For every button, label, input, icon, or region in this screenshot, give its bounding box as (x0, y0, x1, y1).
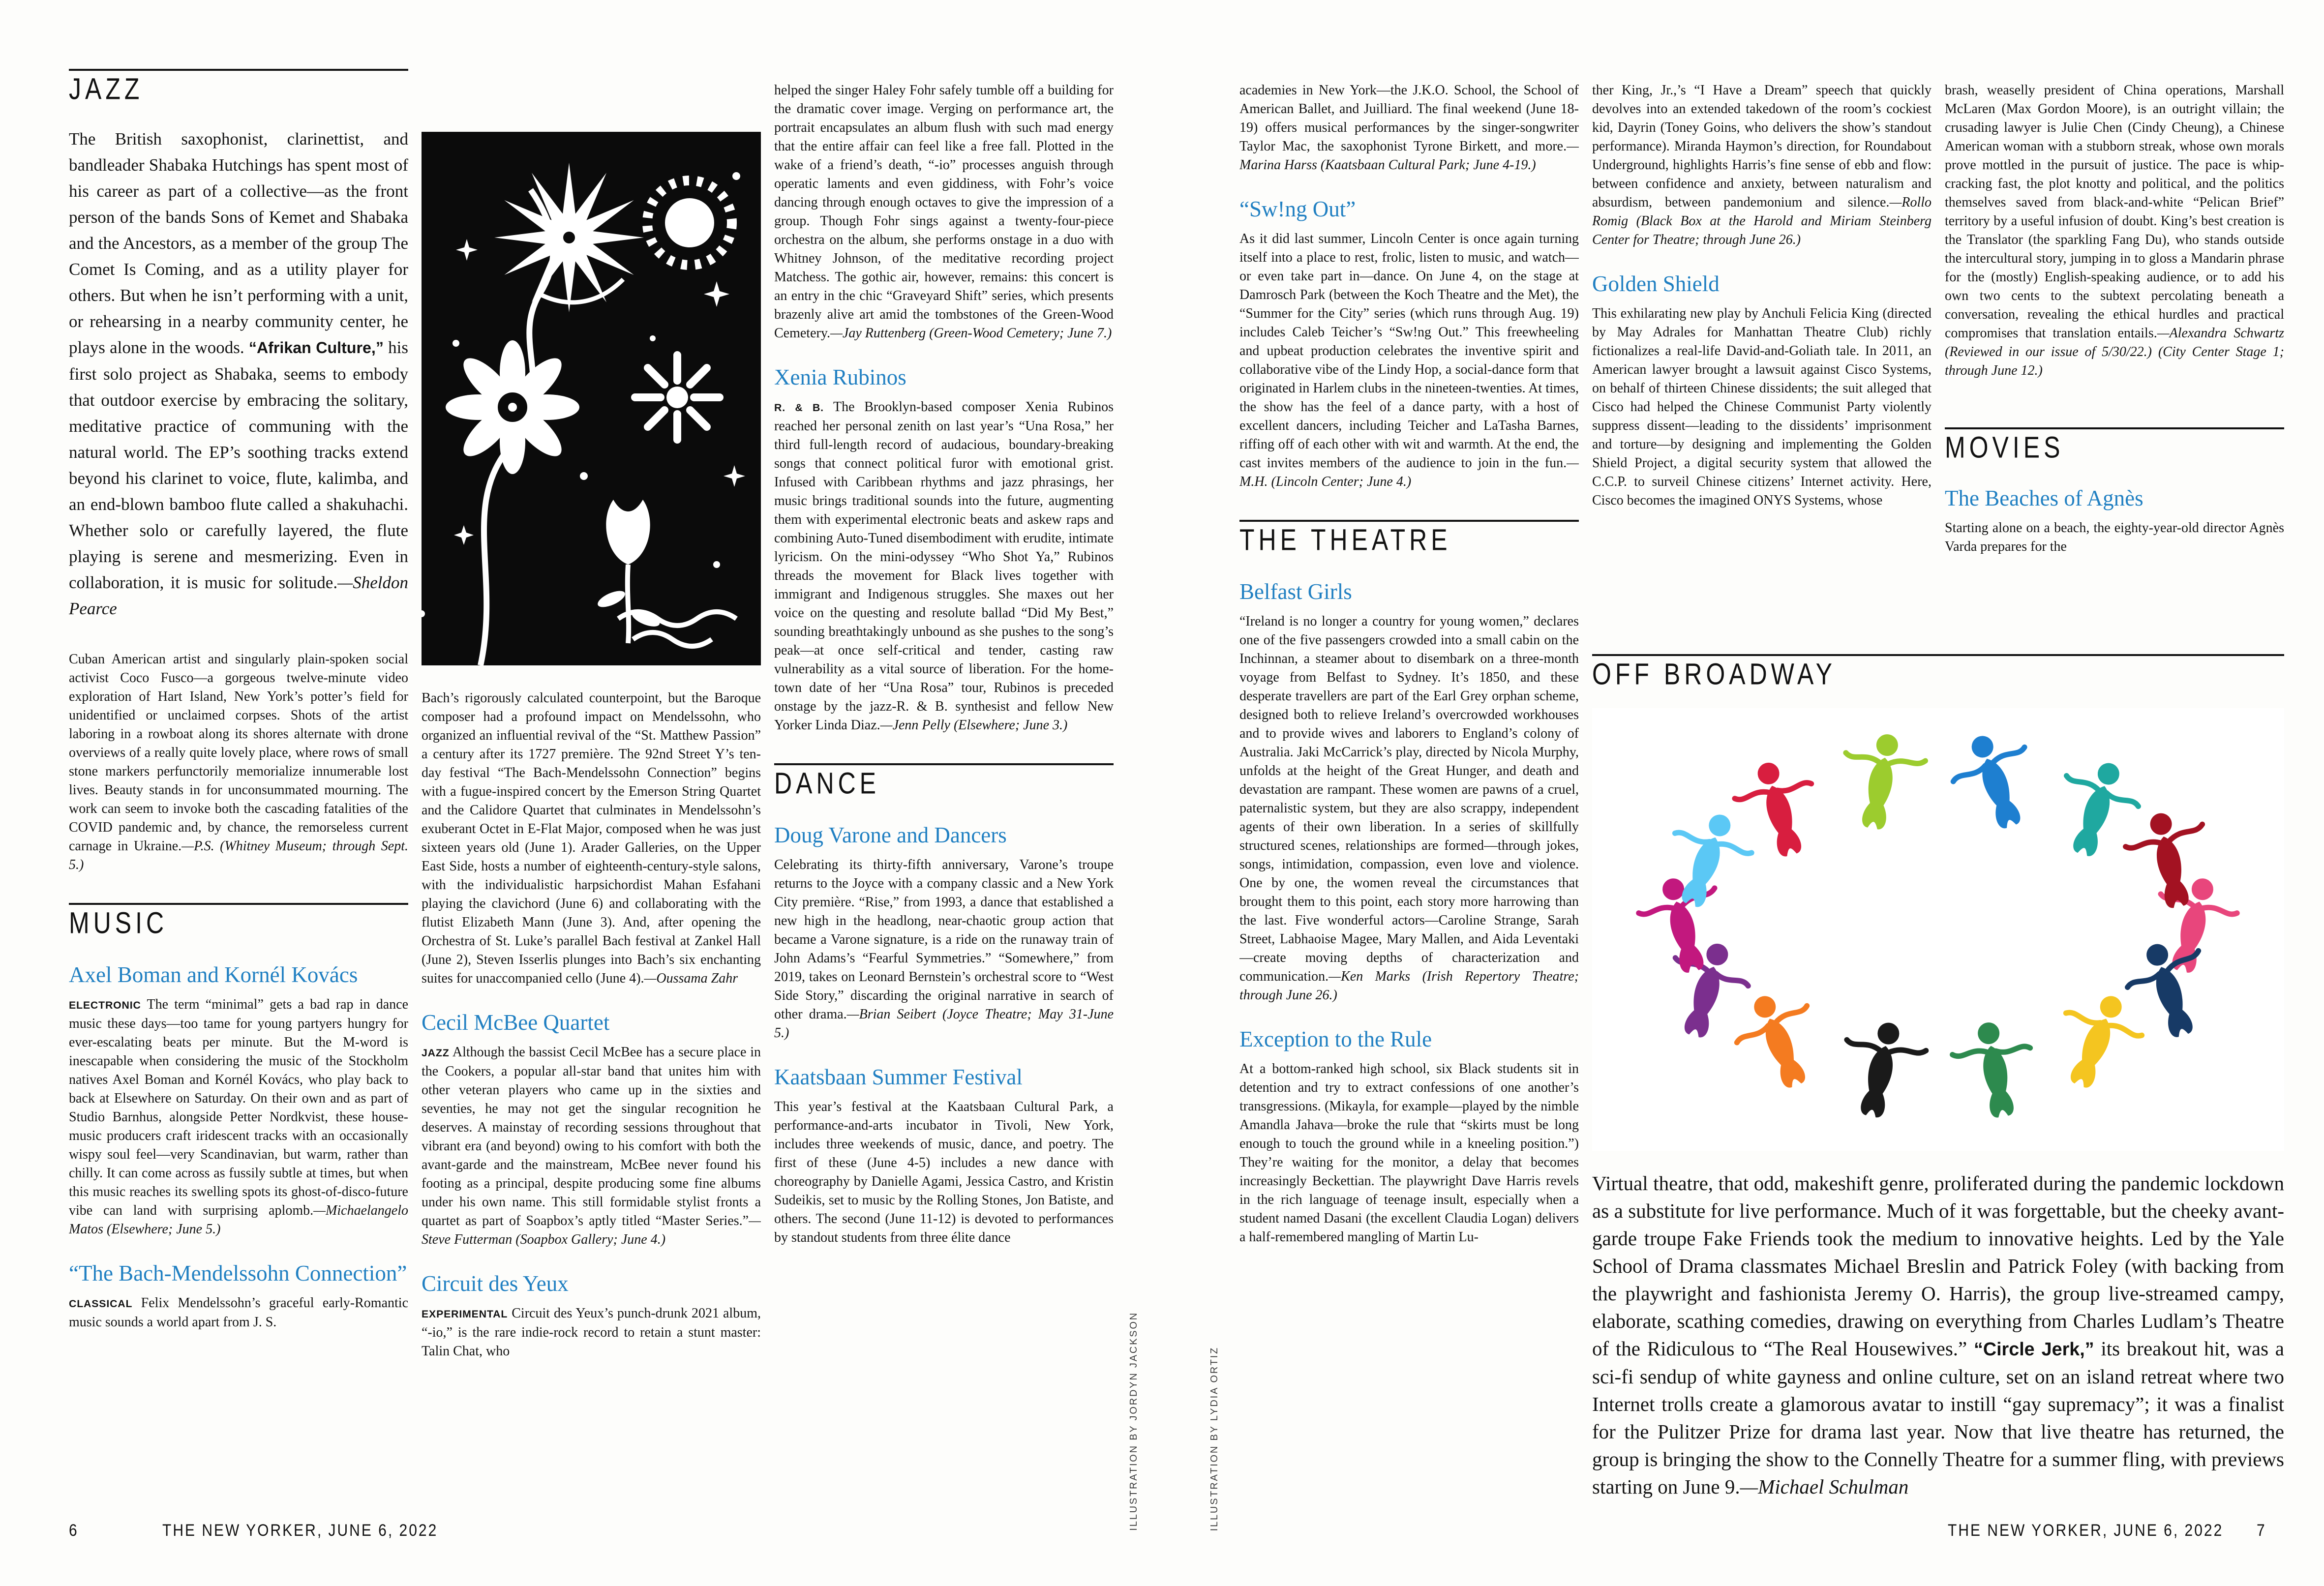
section-header-dance: DANCE (774, 766, 880, 800)
listing-title-exception-to-the-rule: Exception to the Rule (1239, 1027, 1432, 1051)
listing-xenia-rubinos: R. & B. The Brooklyn-based composer Xenia Rubinos reached her personal zenith on last year’s “Una Rosa,” her third full-length record of audacious, boundary-breaking songs that connect political furor with emotional grist. Infused with Caribbean rhythms and jazz phrasings, her music brings traditional sounds into the future, augmenting them with experimental electronic beats and askew raps and combining Auto-Tuned disembodiment with erudite, intimate lyricism. On the mini-odyssey “Who Shot Ya,” Rubinos threads the movement for Black lives together with immigrant and Indigenous struggles. She maxes out her voice on the questing and resolute ballad “Did My Best,” sounding breathtakingly unbound as she pushes to the song’s peak—at once self-critical and tender, casting raw vulnerability as a vital source of liberation. For the home-town date of her “Una Rosa” tour, Rubinos is preceded onstage by the jazz-R. & B. synthesist and fellow New Yorker Linda Diaz.—Jenn Pelly (Elsewhere; June 3.) (774, 399, 1114, 733)
section-header-music: MUSIC (69, 906, 168, 940)
illustration-credit-jordyn-jackson: ILLUSTRATION BY JORDYN JACKSON (1128, 1312, 1139, 1531)
theatre-section-rule (1239, 520, 1579, 522)
listing-axel-boman: ELECTRONIC The term “minimal” gets a bad rap in dance music these days—too tame for young partyers hungry for ever-escalating beats per minute. But the M-word is inescapable when considering the music of the Stockholm natives Axel Boman and Kornél Kovács, who play back to back at Elsewhere on Saturday. On their own and as part of Studio Barnhus, alongside Petter Nordkvist, these house-music producers craft iridescent tracks with an occasionally wispy soul feel—very Scandinavian, but warm, rather than chilly. It can come across as fussily subtle at times, but when this music reaches its swelling spots its ghost-of-disco-future vibe can land with surprising aplomb.—Michaelangelo Matos (Elsewhere; June 5.) (69, 997, 408, 1237)
listing-title-axel-boman: Axel Boman and Kornél Kovács (69, 962, 358, 987)
right-column-3 (1945, 81, 2284, 556)
left-page-number: 6 (69, 1521, 79, 1540)
listing-circuit-des-yeux-continued: helped the singer Haley Fohr safely tumble off a building for the dramatic cover image. Verging on performance art, the portrait encapsulates an album flush with such mad energy that the entire affair can feel like a free fall. Plotted in the wake of a friend’s death, “-io” processes anguish through operatic laments and even giddiness, with Fohr’s voice dancing through enough octaves to give the impression of a group. Though Fohr sings against a twenty-four-piece orchestra on the album, she performs onstage in a duo with Whitney Johnson, of the meditative recording project Matchess. The gothic air, however, remains: this concert is an entry in the chic “Graveyard Shift” series, which presents brazenly alive art amid the tombstones of the Green-Wood Cemetery.—Jay Ruttenberg (Green-Wood Cemetery; June 7.) (774, 83, 1114, 341)
listing-cecil-mcbee: JAZZ Although the bassist Cecil McBee has a secure place in the Cookers, a popular all-star band that unites him with other veteran players who came up in the sixties and seventies, he may not get the singular recognition he deserves. A mainstay of recording sessions throughout that vibrant era (and beyond) owing to his comfort with both the avant-garde and the mainstream, McBee never found his footing as a principal, despite producing some fine albums under his own name. This still formidable stylist fronts a quartet as part of Soapbox’s aptly titled “Master Series.”—Steve Futterman (Soapbox Gallery; June 4.) (422, 1045, 761, 1247)
listing-doug-varone: Celebrating its thirty-fifth anniversary, Varone’s troupe returns to the Joyce with a company classic and a New York City première. “Rise,” from 1993, a dance that established a new high in the headlong, near-chaotic group action that became a Varone signature, is a ride on the runaway train of John Adams’s “Fearful Symmetries.” “Somewhere,” from 2019, takes on Leonard Bernstein’s orchestral score to “West Side Story,” discarding the original narrative in search of other drama.—Brian Seibert (Joyce Theatre; May 31-June 5.) (774, 857, 1114, 1041)
off-broadway-lead-paragraph: Virtual theatre, that odd, makeshift genre, proliferated during the pandemic lockdown as a substitute for live performance. Much of it was forgettable, but the cheeky avant-garde troupe Fake Friends took the medium to innovative heights. Led by the Yale School of Drama classmates Michael Breslin and Patrick Foley (with backing from the playwright and fashionista Jeremy O. Harris), the group live-streamed campy, elaborate, scathing comedies, drawing on everything from Charles Ludlam’s Theatre of the Ridiculous to “The Real Housewives.” “Circle Jerk,” its breakout hit, was a sci-fi sendup of white gayness and online culture, set on an island retreat where two Internet trolls create a glamorous avatar to instill “gay supremacy”; it was a finalist for the Pulitzer Prize for drama last year. Now that live theatre has returned, the group is bringing the show to the Connelly Theatre for a summer fling, with previews starting on June 9.—Michael Schulman (1592, 1172, 2284, 1498)
listing-title-bach-mendelssohn: “The Bach-Mendelssohn Connection” (69, 1261, 407, 1286)
listing-bach-mendelssohn-continued: Bach’s rigorously calculated counterpoint, but the Baroque composer had a profound impact on Mendelssohn, who organized an influential revival of the “St. Matthew Passion” a century after its 1727 première. The 92nd Street Y’s ten-day festival “The Bach-Mendelssohn Connection” begins with a fugue-inspired concert by the Emerson String Quartet and the Calidore Quartet that culminates in Mendelssohn’s exuberant Octet in E-Flat Major, composed when he was just sixteen years old (June 1). Arader Galleries, on the Upper East Side, hosts a number of eighteenth-century-style salons, with the individualistic harpsichordist Mahan Esfahani playing the clavichord (June 6) and collaborating with the flutist Elizabeth Mann (June 3). And, after opening the Orchestra of St. Luke’s parallel Bach festival at Zankel Hall (June 2), Steven Isserlis plunges into Bach’s six enchanting suites for unaccompanied cello (June 4).—Oussama Zahr (422, 690, 761, 986)
listing-title-doug-varone: Doug Varone and Dancers (774, 823, 1007, 847)
listing-golden-shield-intro: This exhilarating new play by Anchuli Felicia King (directed by May Adrales for Manhattan Theatre Club) richly fictionalizes a real-life David-and-Goliath tale. In 2011, an American lawyer brought a lawsuit against Cisco Systems, on behalf of thirteen Chinese dissidents; the suit alleged that Cisco had helped the Chinese Communist Party violently suppress dissent—leading to the dissidents’ imprisonment and torture—by designing and implementing the Golden Shield Project, a digital security system that allowed the C.C.P. to surveil Chinese citizens’ Internet activity. Here, Cisco becomes the imagined ONYS Systems, whose (1592, 306, 1932, 508)
jazz-section-rule (69, 69, 408, 71)
left-column-3 (774, 81, 1114, 1247)
jazz-lead-paragraph: The British saxophonist, clarinettist, and bandleader Shabaka Hutchings has spent most of his career as part of a collective—as the front person of the bands Sons of Kemet and Shabaka and the Ancestors, as a member of the group The Comet Is Coming, and as a utility player for others. But when he isn’t performing with a unit, or rehearsing in a nearby community center, he plays alone in the woods. “Afrikan Culture,” his first solo project as Shabaka, seems to embody that outdoor exercise by embracing the solitary, meditative practice of communing with the natural world. The EP’s soothing tracks extend beyond his clarinet to voice, flute, kalimba, and an end-blown bamboo flute called a shakuhachi. Whether solo or carefully layered, the flute playing is serene and mesmerizing. Even in collaboration, it is music for solitude.—Sheldon Pearce (69, 129, 408, 618)
off-broadway-section-rule (1592, 654, 2284, 656)
listing-swing-out: As it did last summer, Lincoln Center is once again turning itself into a place to rest, frolic, listen to music, and watch—or even take part in—dance. On June 4, on the stage at Damrosch Park (between the Koch Theatre and the Met), the “Summer for the City” series (which runs through Aug. 19) includes Caleb Teicher’s “Sw!ng Out.” This freewheeling and upbeat production celebrates the inventive spirit and collaborative vibe of the Lindy Hop, a social-dance form that originated in Harlem clubs in the nineteen-twenties. At times, the show has the feel of a dance party, with a host of excellent dancers, including Teicher and LaTasha Barnes, riffing off of each other with wit and warmth. At the end, the cast invites members of the audience to join in the fun.—M.H. (Lincoln Center; June 4.) (1239, 231, 1579, 489)
listing-kaatsbaan-intro: This year’s festival at the Kaatsbaan Cultural Park, a performance-and-arts incubator in Tivoli, New York, includes three weekends of music, dance, and poetry. The first of these (June 4-5) includes a new dance with choreography by Danielle Agami, Jessica Castro, and Kristin Sudeikis, set to music by the Rolling Stones, Jon Batiste, and others. The second (June 11-12) is devoted to performances by standout students from three élite dance (774, 1099, 1114, 1245)
off-broadway-section (1592, 654, 2284, 1500)
listing-title-swing-out: “Sw!ng Out” (1239, 197, 1356, 221)
listing-belfast-girls: “Ireland is no longer a country for young women,” declares one of the five passengers crowded into a small cabin on the Inchinnan, a steamer about to disembark on a three-month voyage from Belfast to Sydney. It’s 1850, and these desperate travellers are part of the Earl Grey orphan scheme, designed both to relieve Ireland’s overcrowded workhouses and to provide wives and laborers to England’s colony of Australia. Jaki McCarrick’s play, directed by Nicola Murphy, unfolds at the height of the Great Hunger, and death and devastation are rampant. These women are pawns of a cruel, paternalistic system, but they are also scrappy, independent agents of their own liberation. In a series of skillfully structured scenes, relationships are formed—through jokes, songs, intimidation, compassion, even love and violence. One by one, the women reveal the circumstances that brought them to this point, each story more harrowing than the last. Five wonderful actors—Caroline Strange, Sarah Street, Labhaoise Magee, Mary Mallen, and Aida Leventaki—create moving depths of characterization and communication.—Ken Marks (Irish Repertory Theatre; through June 26.) (1239, 614, 1579, 1003)
left-column-1 (69, 69, 408, 1332)
listing-title-xenia-rubinos: Xenia Rubinos (774, 365, 906, 389)
music-section-rule (69, 903, 408, 905)
listing-bach-mendelssohn-intro: CLASSICAL Felix Mendelssohn’s graceful early-Romantic music sounds a world apart from J. S. (69, 1295, 408, 1330)
listing-beaches-of-agnes-intro: Starting alone on a beach, the eighty-year-old director Agnès Varda prepares for the (1945, 520, 2284, 554)
right-column-2 (1592, 81, 1932, 510)
right-footer-magazine-title: THE NEW YORKER, JUNE 6, 2022 (1948, 1521, 2224, 1540)
listing-title-beaches-of-agnes: The Beaches of Agnès (1945, 486, 2143, 510)
right-column-1 (1239, 81, 1579, 1247)
jazz-illustration (422, 132, 761, 665)
listing-kaatsbaan-continued: academies in New York—the J.K.O. School, the School of American Ballet, and Juilliard. The final weekend (June 18-19) offers musical performances by the singer-songwriter Taylor Mac, the saxophonist Tyrone Birkett, and more.—Marina Harss (Kaatsbaan Cultural Park; June 4-19.) (1239, 83, 1579, 173)
listing-circuit-des-yeux-intro: EXPERIMENTAL Circuit des Yeux’s punch-drunk 2021 album, “-io,” is the rare indie-rock record to retain a stunt master: Talin Chat, who (422, 1306, 761, 1359)
listing-title-belfast-girls: Belfast Girls (1239, 579, 1352, 604)
listing-golden-shield-continued: brash, weaselly president of China operations, Marshall McLaren (Max Gordon Moore), is an outright villain; the crusading lawyer is Julie Chen (Cindy Cheung), a Chinese American woman with a stubborn streak, whose own morals prove mottled in the pursuit of justice. The pace is whip-cracking fast, the plot knotty and political, and the politics themselves saved from black-and-white “Pelican Brief” territory by a useful infusion of doubt. King’s best creation is the Translator (the sparkling Fang Du), who stands outside the intercultural story, jumping in to gloss a Mandarin phrase for the (mostly) English-speaking audience, or to add his own two cents to the subtext percolating beneath a conversation, revealing the ethical hurdles and practical compromises that translation entails.—Alexandra Schwartz (Reviewed in our issue of 5/30/22.) (City Center Stage 1; through June 12.) (1945, 83, 2284, 378)
section-header-movies: MOVIES (1945, 430, 2064, 464)
section-header-theatre: THE THEATRE (1239, 523, 1451, 557)
illustration-credit-lydia-ortiz: ILLUSTRATION BY LYDIA ORTIZ (1209, 1346, 1220, 1531)
listing-title-kaatsbaan: Kaatsbaan Summer Festival (774, 1065, 1023, 1089)
dance-section-rule (774, 763, 1114, 765)
off-broadway-illustration (1592, 708, 2284, 1151)
listing-title-golden-shield: Golden Shield (1592, 271, 1720, 296)
left-footer-magazine-title: THE NEW YORKER, JUNE 6, 2022 (162, 1521, 438, 1540)
right-page-number: 7 (2257, 1521, 2266, 1540)
section-header-off-broadway: OFF BROADWAY (1592, 657, 1836, 691)
listing-exception-continued: ther King, Jr.,’s “I Have a Dream” speech that quickly devolves into an extended takedown of the room’s cockiest kid, Dayrin (Toney Goins, who delivers the show’s standout performance). Miranda Haymon’s direction, for Roundabout Underground, highlights Harris’s fine sense of ebb and flow: between confidence and anxiety, between naturalism and absurdism, between pandemonium and silence.—Rollo Romig (Black Box at the Harold and Miriam Steinberg Center for Theatre; through June 26.) (1592, 83, 1932, 247)
left-column-2 (422, 132, 761, 1361)
listing-title-cecil-mcbee: Cecil McBee Quartet (422, 1010, 610, 1035)
movies-section-rule (1945, 427, 2284, 429)
art-listing-coco-fusco: Cuban American artist and singularly plain-spoken social activist Coco Fusco—a gorgeous twelve-minute video exploration of Hart Island, New York’s potter’s field for unidentified or unclaimed corpses. Shots of the artist laboring in a rowboat along its shores alternate with drone overviews of a really quite lovely place, where rows of small stone markers perfunctorily memorialize innumerable lost lives. Beauty stands in for unconsummated mourning. The work can seem to invoke both the cascading fatalities of the COVID pandemic and, by chance, the remorseless current carnage in Ukraine.—P.S. (Whitney Museum; through Sept. 5.) (69, 652, 408, 872)
listing-title-circuit-des-yeux: Circuit des Yeux (422, 1271, 569, 1296)
section-header-jazz: JAZZ (69, 72, 144, 106)
listing-exception-intro: At a bottom-ranked high school, six Black students sit in detention and try to extract confessions of one another’s transgressions. (Mikayla, for example—played by the nimble Amandla Jahava—broke the rule that “skirts must be long enough to touch the ground while in a kneeling position.”) They’re waiting for the monitor, a delay that becomes increasingly Beckettian. The playwright Dave Harris revels in the rich language of teenage insult, especially when a student named Dasani (the excellent Claudia Logan) delivers a half-remembered mangling of Martin Lu- (1239, 1061, 1579, 1245)
